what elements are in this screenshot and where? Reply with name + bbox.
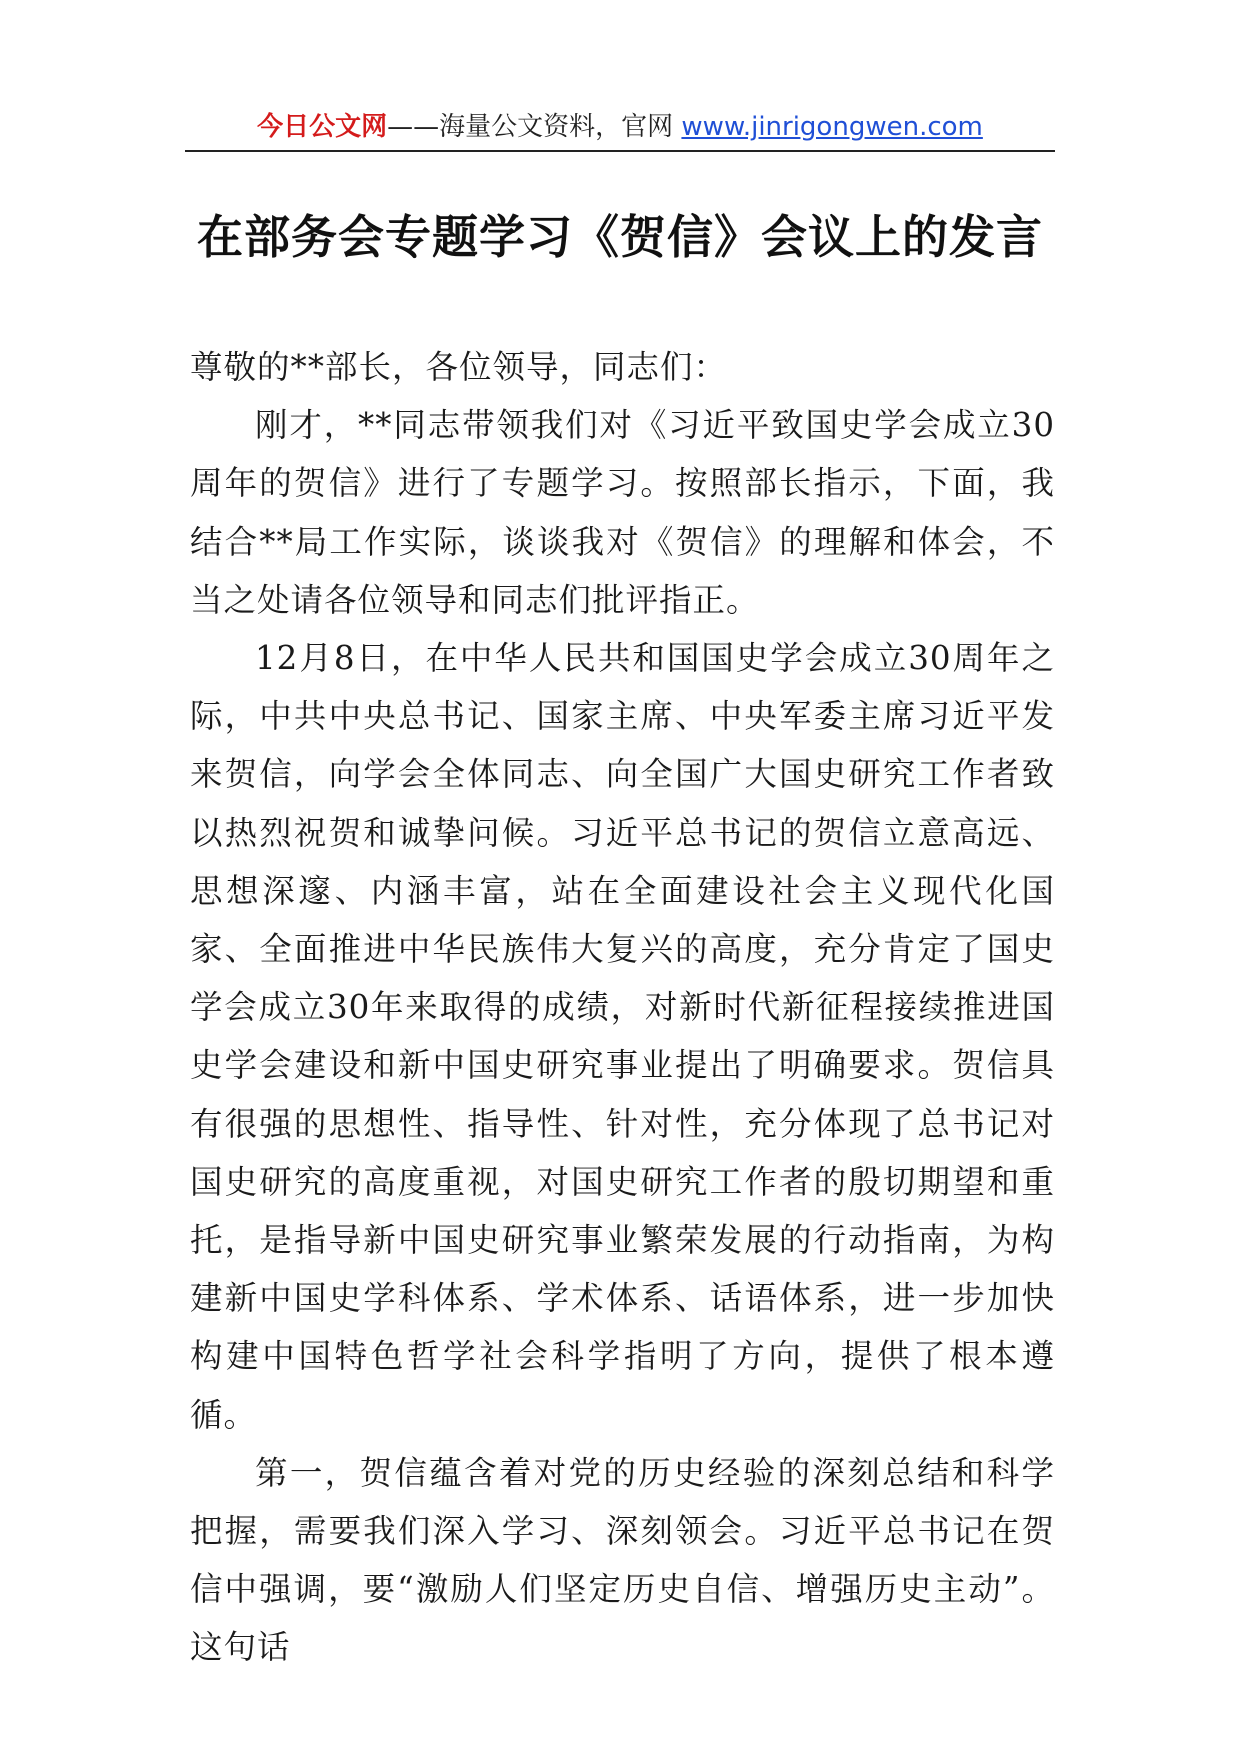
- header-divider: [185, 150, 1055, 152]
- site-url-link[interactable]: www.jinrigongwen.com: [681, 112, 983, 142]
- site-header: [185, 104, 1055, 150]
- paragraph-2: 12月8日，在中华人民共和国国史学会成立30周年之际，中共中央总书记、国家主席、中央军委主席习近平发来贺信，向学会全体同志、向全国广大国史研究工作者致以热烈祝贺和诚挚问候。习近平总书记的贺信立意高远、思想深邃、内涵丰富，站在全面建设社会主义现代化国家、全面推进中华民族伟大复兴的高度，充分肯定了国史学会成立30年来取得的成绩，对新时代新征程接续推进国史学会建设和新中国史研究事业提出了明确要求。贺信具有很强的思想性、指导性、针对性，充分体现了总书记对国史研究的高度重视，对国史研究工作者的殷切期望和重托，是指导新中国史研究事业繁荣发展的行动指南，为构建新中国史学科体系、学术体系、话语体系，进一步加快构建中国特色哲学社会科学指明了方向，提供了根本遵循。: [190, 639, 1055, 1434]
- site-brand: 今日公文网: [257, 112, 388, 142]
- document-title: 在部务会专题学习《贺信》会议上的发言: [197, 210, 1043, 264]
- document-body: [190, 338, 1055, 1677]
- site-tagline: ——海量公文资料，官网: [387, 112, 682, 142]
- paragraph-1: 刚才，**同志带领我们对《习近平致国史学会成立30周年的贺信》进行了专题学习。按照部长指示，下面，我结合**局工作实际，谈谈我对《贺信》的理解和体会，不当之处请各位领导和同志们批评指正。: [190, 406, 1055, 619]
- paragraph-3: 第一，贺信蕴含着对党的历史经验的深刻总结和科学把握，需要我们深入学习、深刻领会。习近平总书记在贺信中强调，要“激励人们坚定历史自信、增强历史主动”。这句话: [190, 1453, 1055, 1667]
- salutation: 尊敬的**部长，各位领导，同志们：: [190, 348, 728, 386]
